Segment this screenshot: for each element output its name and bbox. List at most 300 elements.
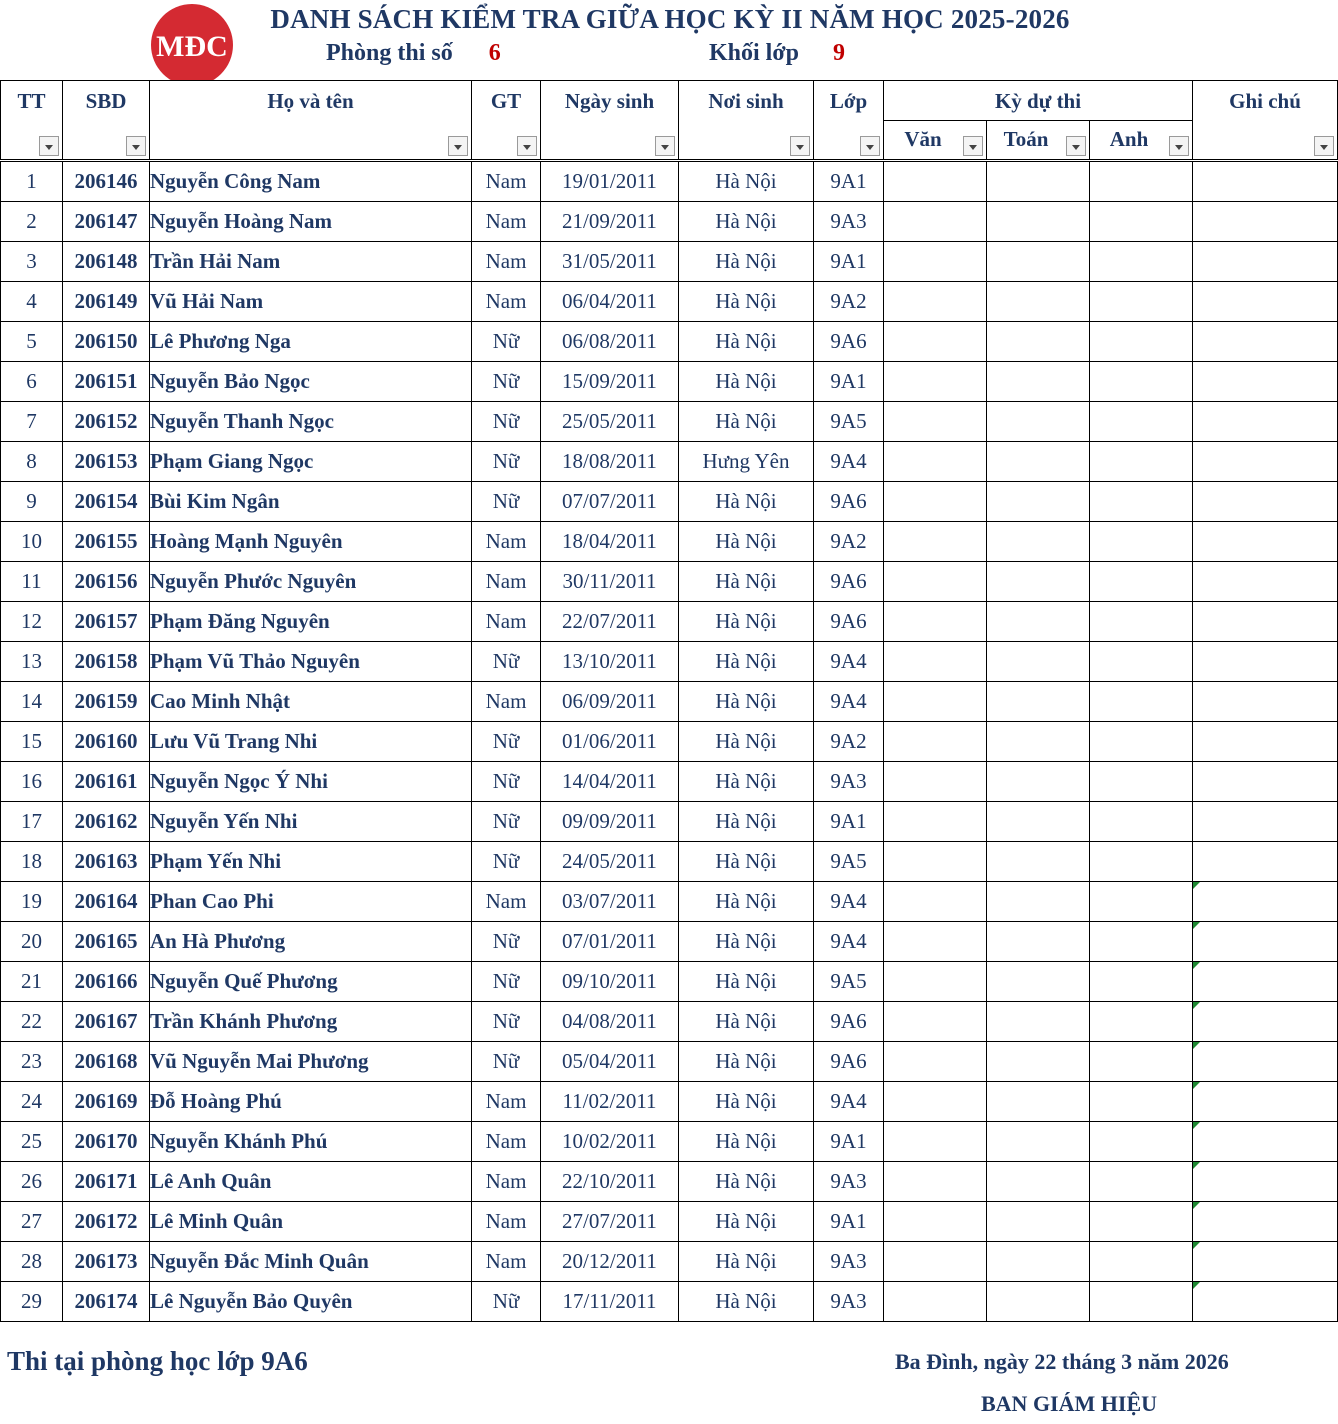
cell-class[interactable]: 9A6 [814, 322, 884, 362]
cell-sbd[interactable]: 206174 [63, 1282, 150, 1322]
cell-name[interactable]: Nguyễn Bảo Ngọc [150, 362, 472, 402]
cell-tt[interactable]: 11 [1, 562, 63, 602]
cell-dob[interactable]: 10/02/2011 [541, 1122, 679, 1162]
cell-gt[interactable]: Nữ [472, 1002, 541, 1042]
cell-note[interactable] [1193, 1082, 1338, 1122]
cell-note[interactable] [1193, 922, 1338, 962]
cell-name[interactable]: Nguyễn Ngọc Ý Nhi [150, 762, 472, 802]
cell-name[interactable]: Vũ Hải Nam [150, 282, 472, 322]
cell-class[interactable]: 9A3 [814, 202, 884, 242]
cell-van[interactable] [884, 242, 987, 282]
cell-tt[interactable]: 14 [1, 682, 63, 722]
cell-name[interactable]: Phạm Giang Ngọc [150, 442, 472, 482]
cell-toan[interactable] [987, 642, 1090, 682]
cell-class[interactable]: 9A6 [814, 602, 884, 642]
filter-dropdown-toan[interactable] [1066, 136, 1086, 156]
cell-class[interactable]: 9A6 [814, 1002, 884, 1042]
cell-dob[interactable]: 07/07/2011 [541, 482, 679, 522]
cell-gt[interactable]: Nữ [472, 842, 541, 882]
cell-van[interactable] [884, 602, 987, 642]
cell-name[interactable]: Nguyễn Quế Phương [150, 962, 472, 1002]
cell-tt[interactable]: 15 [1, 722, 63, 762]
cell-gt[interactable]: Nữ [472, 1282, 541, 1322]
cell-gt[interactable]: Nữ [472, 442, 541, 482]
cell-pob[interactable]: Hà Nội [679, 642, 814, 682]
cell-note[interactable] [1193, 202, 1338, 242]
cell-toan[interactable] [987, 562, 1090, 602]
cell-dob[interactable]: 15/09/2011 [541, 362, 679, 402]
cell-toan[interactable] [987, 1162, 1090, 1202]
cell-gt[interactable]: Nam [472, 242, 541, 282]
cell-dob[interactable]: 25/05/2011 [541, 402, 679, 442]
cell-toan[interactable] [987, 1202, 1090, 1242]
cell-pob[interactable]: Hà Nội [679, 402, 814, 442]
cell-tt[interactable]: 24 [1, 1082, 63, 1122]
cell-anh[interactable] [1090, 962, 1193, 1002]
cell-van[interactable] [884, 322, 987, 362]
cell-name[interactable]: Lưu Vũ Trang Nhi [150, 722, 472, 762]
cell-dob[interactable]: 22/10/2011 [541, 1162, 679, 1202]
cell-note[interactable] [1193, 322, 1338, 362]
cell-pob[interactable]: Hà Nội [679, 922, 814, 962]
cell-sbd[interactable]: 206161 [63, 762, 150, 802]
cell-pob[interactable]: Hà Nội [679, 362, 814, 402]
cell-tt[interactable]: 12 [1, 602, 63, 642]
cell-anh[interactable] [1090, 682, 1193, 722]
cell-pob[interactable]: Hưng Yên [679, 442, 814, 482]
cell-tt[interactable]: 10 [1, 522, 63, 562]
cell-pob[interactable]: Hà Nội [679, 802, 814, 842]
cell-tt[interactable]: 4 [1, 282, 63, 322]
cell-note[interactable] [1193, 1282, 1338, 1322]
cell-class[interactable]: 9A2 [814, 282, 884, 322]
cell-dob[interactable]: 20/12/2011 [541, 1242, 679, 1282]
cell-tt[interactable]: 17 [1, 802, 63, 842]
cell-pob[interactable]: Hà Nội [679, 202, 814, 242]
cell-van[interactable] [884, 922, 987, 962]
cell-van[interactable] [884, 161, 987, 202]
cell-tt[interactable]: 1 [1, 161, 63, 202]
cell-sbd[interactable]: 206148 [63, 242, 150, 282]
cell-sbd[interactable]: 206172 [63, 1202, 150, 1242]
cell-van[interactable] [884, 402, 987, 442]
cell-toan[interactable] [987, 762, 1090, 802]
cell-anh[interactable] [1090, 642, 1193, 682]
cell-name[interactable]: Lê Nguyễn Bảo Quyên [150, 1282, 472, 1322]
cell-name[interactable]: Đỗ Hoàng Phú [150, 1082, 472, 1122]
cell-gt[interactable]: Nam [472, 602, 541, 642]
cell-pob[interactable]: Hà Nội [679, 322, 814, 362]
cell-gt[interactable]: Nữ [472, 1042, 541, 1082]
cell-anh[interactable] [1090, 922, 1193, 962]
filter-dropdown-van[interactable] [963, 136, 983, 156]
cell-van[interactable] [884, 842, 987, 882]
cell-sbd[interactable]: 206146 [63, 161, 150, 202]
cell-van[interactable] [884, 202, 987, 242]
cell-sbd[interactable]: 206163 [63, 842, 150, 882]
cell-note[interactable] [1193, 242, 1338, 282]
cell-class[interactable]: 9A3 [814, 1242, 884, 1282]
cell-gt[interactable]: Nam [472, 522, 541, 562]
cell-toan[interactable] [987, 962, 1090, 1002]
cell-van[interactable] [884, 1162, 987, 1202]
cell-dob[interactable]: 13/10/2011 [541, 642, 679, 682]
cell-sbd[interactable]: 206155 [63, 522, 150, 562]
cell-class[interactable]: 9A4 [814, 882, 884, 922]
cell-sbd[interactable]: 206160 [63, 722, 150, 762]
cell-note[interactable] [1193, 802, 1338, 842]
cell-van[interactable] [884, 562, 987, 602]
filter-dropdown-tt[interactable] [39, 136, 59, 156]
cell-class[interactable]: 9A1 [814, 1122, 884, 1162]
cell-dob[interactable]: 22/07/2011 [541, 602, 679, 642]
cell-tt[interactable]: 9 [1, 482, 63, 522]
cell-sbd[interactable]: 206147 [63, 202, 150, 242]
cell-anh[interactable] [1090, 1162, 1193, 1202]
cell-gt[interactable]: Nam [472, 882, 541, 922]
cell-van[interactable] [884, 282, 987, 322]
cell-pob[interactable]: Hà Nội [679, 1282, 814, 1322]
cell-van[interactable] [884, 962, 987, 1002]
cell-tt[interactable]: 20 [1, 922, 63, 962]
cell-sbd[interactable]: 206167 [63, 1002, 150, 1042]
cell-name[interactable]: Lê Minh Quân [150, 1202, 472, 1242]
cell-class[interactable]: 9A4 [814, 642, 884, 682]
cell-anh[interactable] [1090, 762, 1193, 802]
cell-sbd[interactable]: 206159 [63, 682, 150, 722]
cell-sbd[interactable]: 206165 [63, 922, 150, 962]
cell-name[interactable]: Trần Hải Nam [150, 242, 472, 282]
cell-van[interactable] [884, 642, 987, 682]
cell-note[interactable] [1193, 442, 1338, 482]
cell-gt[interactable]: Nữ [472, 642, 541, 682]
cell-note[interactable] [1193, 602, 1338, 642]
cell-toan[interactable] [987, 442, 1090, 482]
cell-note[interactable] [1193, 362, 1338, 402]
cell-toan[interactable] [987, 682, 1090, 722]
cell-toan[interactable] [987, 842, 1090, 882]
cell-class[interactable]: 9A1 [814, 802, 884, 842]
cell-dob[interactable]: 11/02/2011 [541, 1082, 679, 1122]
cell-note[interactable] [1193, 642, 1338, 682]
cell-anh[interactable] [1090, 562, 1193, 602]
cell-toan[interactable] [987, 602, 1090, 642]
cell-sbd[interactable]: 206149 [63, 282, 150, 322]
cell-dob[interactable]: 30/11/2011 [541, 562, 679, 602]
cell-anh[interactable] [1090, 402, 1193, 442]
cell-anh[interactable] [1090, 842, 1193, 882]
cell-tt[interactable]: 21 [1, 962, 63, 1002]
cell-toan[interactable] [987, 362, 1090, 402]
cell-toan[interactable] [987, 402, 1090, 442]
cell-van[interactable] [884, 1082, 987, 1122]
cell-sbd[interactable]: 206166 [63, 962, 150, 1002]
cell-pob[interactable]: Hà Nội [679, 161, 814, 202]
cell-note[interactable] [1193, 1162, 1338, 1202]
cell-tt[interactable]: 25 [1, 1122, 63, 1162]
cell-name[interactable]: Vũ Nguyễn Mai Phương [150, 1042, 472, 1082]
cell-toan[interactable] [987, 1002, 1090, 1042]
cell-pob[interactable]: Hà Nội [679, 762, 814, 802]
cell-name[interactable]: Nguyễn Thanh Ngọc [150, 402, 472, 442]
cell-sbd[interactable]: 206152 [63, 402, 150, 442]
cell-class[interactable]: 9A4 [814, 1082, 884, 1122]
cell-anh[interactable] [1090, 482, 1193, 522]
cell-pob[interactable]: Hà Nội [679, 1202, 814, 1242]
cell-van[interactable] [884, 722, 987, 762]
cell-toan[interactable] [987, 202, 1090, 242]
cell-toan[interactable] [987, 1082, 1090, 1122]
cell-van[interactable] [884, 522, 987, 562]
cell-dob[interactable]: 07/01/2011 [541, 922, 679, 962]
cell-tt[interactable]: 29 [1, 1282, 63, 1322]
cell-toan[interactable] [987, 522, 1090, 562]
cell-name[interactable]: Phạm Vũ Thảo Nguyên [150, 642, 472, 682]
cell-tt[interactable]: 26 [1, 1162, 63, 1202]
cell-van[interactable] [884, 1042, 987, 1082]
cell-gt[interactable]: Nam [472, 1242, 541, 1282]
cell-anh[interactable] [1090, 1282, 1193, 1322]
cell-pob[interactable]: Hà Nội [679, 962, 814, 1002]
cell-pob[interactable]: Hà Nội [679, 482, 814, 522]
cell-note[interactable] [1193, 402, 1338, 442]
cell-dob[interactable]: 19/01/2011 [541, 161, 679, 202]
cell-anh[interactable] [1090, 161, 1193, 202]
cell-gt[interactable]: Nam [472, 202, 541, 242]
cell-toan[interactable] [987, 161, 1090, 202]
cell-tt[interactable]: 7 [1, 402, 63, 442]
cell-sbd[interactable]: 206171 [63, 1162, 150, 1202]
cell-toan[interactable] [987, 1282, 1090, 1322]
cell-anh[interactable] [1090, 322, 1193, 362]
filter-dropdown-class[interactable] [860, 136, 880, 156]
cell-class[interactable]: 9A5 [814, 402, 884, 442]
cell-tt[interactable]: 28 [1, 1242, 63, 1282]
cell-van[interactable] [884, 762, 987, 802]
cell-sbd[interactable]: 206150 [63, 322, 150, 362]
cell-pob[interactable]: Hà Nội [679, 1082, 814, 1122]
cell-toan[interactable] [987, 1042, 1090, 1082]
cell-tt[interactable]: 8 [1, 442, 63, 482]
cell-anh[interactable] [1090, 1122, 1193, 1162]
cell-note[interactable] [1193, 762, 1338, 802]
cell-class[interactable]: 9A4 [814, 682, 884, 722]
cell-van[interactable] [884, 1202, 987, 1242]
filter-dropdown-gt[interactable] [517, 136, 537, 156]
cell-dob[interactable]: 18/08/2011 [541, 442, 679, 482]
cell-name[interactable]: Nguyễn Công Nam [150, 161, 472, 202]
cell-sbd[interactable]: 206158 [63, 642, 150, 682]
cell-van[interactable] [884, 882, 987, 922]
cell-anh[interactable] [1090, 602, 1193, 642]
cell-gt[interactable]: Nam [472, 282, 541, 322]
cell-van[interactable] [884, 1282, 987, 1322]
cell-note[interactable] [1193, 1122, 1338, 1162]
cell-class[interactable]: 9A1 [814, 362, 884, 402]
cell-gt[interactable]: Nữ [472, 762, 541, 802]
filter-dropdown-name[interactable] [448, 136, 468, 156]
cell-pob[interactable]: Hà Nội [679, 722, 814, 762]
cell-note[interactable] [1193, 1002, 1338, 1042]
cell-pob[interactable]: Hà Nội [679, 682, 814, 722]
cell-class[interactable]: 9A5 [814, 842, 884, 882]
cell-anh[interactable] [1090, 522, 1193, 562]
filter-dropdown-dob[interactable] [655, 136, 675, 156]
cell-dob[interactable]: 14/04/2011 [541, 762, 679, 802]
cell-pob[interactable]: Hà Nội [679, 1122, 814, 1162]
cell-name[interactable]: Trần Khánh Phương [150, 1002, 472, 1042]
cell-gt[interactable]: Nữ [472, 962, 541, 1002]
cell-tt[interactable]: 13 [1, 642, 63, 682]
cell-sbd[interactable]: 206164 [63, 882, 150, 922]
cell-toan[interactable] [987, 242, 1090, 282]
cell-dob[interactable]: 05/04/2011 [541, 1042, 679, 1082]
cell-gt[interactable]: Nữ [472, 922, 541, 962]
cell-anh[interactable] [1090, 282, 1193, 322]
filter-dropdown-anh[interactable] [1169, 136, 1189, 156]
cell-class[interactable]: 9A2 [814, 722, 884, 762]
cell-gt[interactable]: Nữ [472, 802, 541, 842]
cell-note[interactable] [1193, 882, 1338, 922]
cell-dob[interactable]: 31/05/2011 [541, 242, 679, 282]
cell-toan[interactable] [987, 1122, 1090, 1162]
cell-note[interactable] [1193, 522, 1338, 562]
cell-note[interactable] [1193, 482, 1338, 522]
cell-class[interactable]: 9A5 [814, 962, 884, 1002]
cell-toan[interactable] [987, 1242, 1090, 1282]
cell-class[interactable]: 9A6 [814, 1042, 884, 1082]
cell-class[interactable]: 9A4 [814, 922, 884, 962]
cell-name[interactable]: Cao Minh Nhật [150, 682, 472, 722]
cell-toan[interactable] [987, 922, 1090, 962]
cell-pob[interactable]: Hà Nội [679, 1042, 814, 1082]
cell-sbd[interactable]: 206157 [63, 602, 150, 642]
cell-pob[interactable]: Hà Nội [679, 242, 814, 282]
cell-toan[interactable] [987, 482, 1090, 522]
cell-tt[interactable]: 2 [1, 202, 63, 242]
cell-gt[interactable]: Nam [472, 682, 541, 722]
cell-van[interactable] [884, 802, 987, 842]
cell-gt[interactable]: Nữ [472, 722, 541, 762]
cell-anh[interactable] [1090, 362, 1193, 402]
cell-toan[interactable] [987, 282, 1090, 322]
cell-van[interactable] [884, 1002, 987, 1042]
cell-name[interactable]: Bùi Kim Ngân [150, 482, 472, 522]
filter-dropdown-pob[interactable] [790, 136, 810, 156]
cell-tt[interactable]: 23 [1, 1042, 63, 1082]
cell-tt[interactable]: 27 [1, 1202, 63, 1242]
cell-dob[interactable]: 03/07/2011 [541, 882, 679, 922]
cell-gt[interactable]: Nam [472, 161, 541, 202]
cell-pob[interactable]: Hà Nội [679, 882, 814, 922]
cell-class[interactable]: 9A4 [814, 442, 884, 482]
cell-sbd[interactable]: 206168 [63, 1042, 150, 1082]
cell-note[interactable] [1193, 842, 1338, 882]
cell-note[interactable] [1193, 682, 1338, 722]
cell-class[interactable]: 9A3 [814, 1162, 884, 1202]
cell-note[interactable] [1193, 1242, 1338, 1282]
cell-note[interactable] [1193, 1202, 1338, 1242]
cell-van[interactable] [884, 442, 987, 482]
cell-toan[interactable] [987, 322, 1090, 362]
cell-van[interactable] [884, 362, 987, 402]
cell-note[interactable] [1193, 161, 1338, 202]
cell-dob[interactable]: 04/08/2011 [541, 1002, 679, 1042]
cell-anh[interactable] [1090, 1002, 1193, 1042]
cell-gt[interactable]: Nữ [472, 322, 541, 362]
cell-van[interactable] [884, 1242, 987, 1282]
cell-toan[interactable] [987, 722, 1090, 762]
cell-dob[interactable]: 18/04/2011 [541, 522, 679, 562]
cell-name[interactable]: Phan Cao Phi [150, 882, 472, 922]
cell-class[interactable]: 9A6 [814, 562, 884, 602]
cell-name[interactable]: Lê Phương Nga [150, 322, 472, 362]
cell-name[interactable]: Phạm Đăng Nguyên [150, 602, 472, 642]
cell-gt[interactable]: Nữ [472, 482, 541, 522]
cell-pob[interactable]: Hà Nội [679, 1242, 814, 1282]
cell-tt[interactable]: 22 [1, 1002, 63, 1042]
cell-anh[interactable] [1090, 1082, 1193, 1122]
cell-anh[interactable] [1090, 882, 1193, 922]
cell-toan[interactable] [987, 802, 1090, 842]
cell-pob[interactable]: Hà Nội [679, 522, 814, 562]
cell-tt[interactable]: 3 [1, 242, 63, 282]
cell-van[interactable] [884, 1122, 987, 1162]
cell-note[interactable] [1193, 1042, 1338, 1082]
cell-tt[interactable]: 5 [1, 322, 63, 362]
cell-toan[interactable] [987, 882, 1090, 922]
cell-gt[interactable]: Nam [472, 1202, 541, 1242]
cell-pob[interactable]: Hà Nội [679, 1162, 814, 1202]
cell-dob[interactable]: 06/04/2011 [541, 282, 679, 322]
cell-gt[interactable]: Nữ [472, 402, 541, 442]
cell-anh[interactable] [1090, 1242, 1193, 1282]
cell-gt[interactable]: Nam [472, 1162, 541, 1202]
cell-name[interactable]: Nguyễn Phước Nguyên [150, 562, 472, 602]
cell-class[interactable]: 9A1 [814, 242, 884, 282]
cell-gt[interactable]: Nam [472, 562, 541, 602]
cell-dob[interactable]: 01/06/2011 [541, 722, 679, 762]
cell-anh[interactable] [1090, 802, 1193, 842]
cell-note[interactable] [1193, 562, 1338, 602]
cell-pob[interactable]: Hà Nội [679, 282, 814, 322]
cell-anh[interactable] [1090, 1202, 1193, 1242]
cell-anh[interactable] [1090, 202, 1193, 242]
cell-gt[interactable]: Nam [472, 1122, 541, 1162]
cell-dob[interactable]: 09/09/2011 [541, 802, 679, 842]
cell-dob[interactable]: 24/05/2011 [541, 842, 679, 882]
cell-sbd[interactable]: 206170 [63, 1122, 150, 1162]
cell-name[interactable]: Phạm Yến Nhi [150, 842, 472, 882]
cell-class[interactable]: 9A6 [814, 482, 884, 522]
cell-sbd[interactable]: 206162 [63, 802, 150, 842]
cell-name[interactable]: Nguyễn Khánh Phú [150, 1122, 472, 1162]
cell-gt[interactable]: Nam [472, 1082, 541, 1122]
cell-van[interactable] [884, 482, 987, 522]
cell-sbd[interactable]: 206169 [63, 1082, 150, 1122]
cell-pob[interactable]: Hà Nội [679, 1002, 814, 1042]
cell-sbd[interactable]: 206153 [63, 442, 150, 482]
cell-name[interactable]: Lê Anh Quân [150, 1162, 472, 1202]
cell-van[interactable] [884, 682, 987, 722]
cell-name[interactable]: Nguyễn Hoàng Nam [150, 202, 472, 242]
cell-dob[interactable]: 09/10/2011 [541, 962, 679, 1002]
cell-anh[interactable] [1090, 1042, 1193, 1082]
cell-name[interactable]: An Hà Phương [150, 922, 472, 962]
cell-sbd[interactable]: 206154 [63, 482, 150, 522]
cell-class[interactable]: 9A1 [814, 1202, 884, 1242]
cell-sbd[interactable]: 206173 [63, 1242, 150, 1282]
